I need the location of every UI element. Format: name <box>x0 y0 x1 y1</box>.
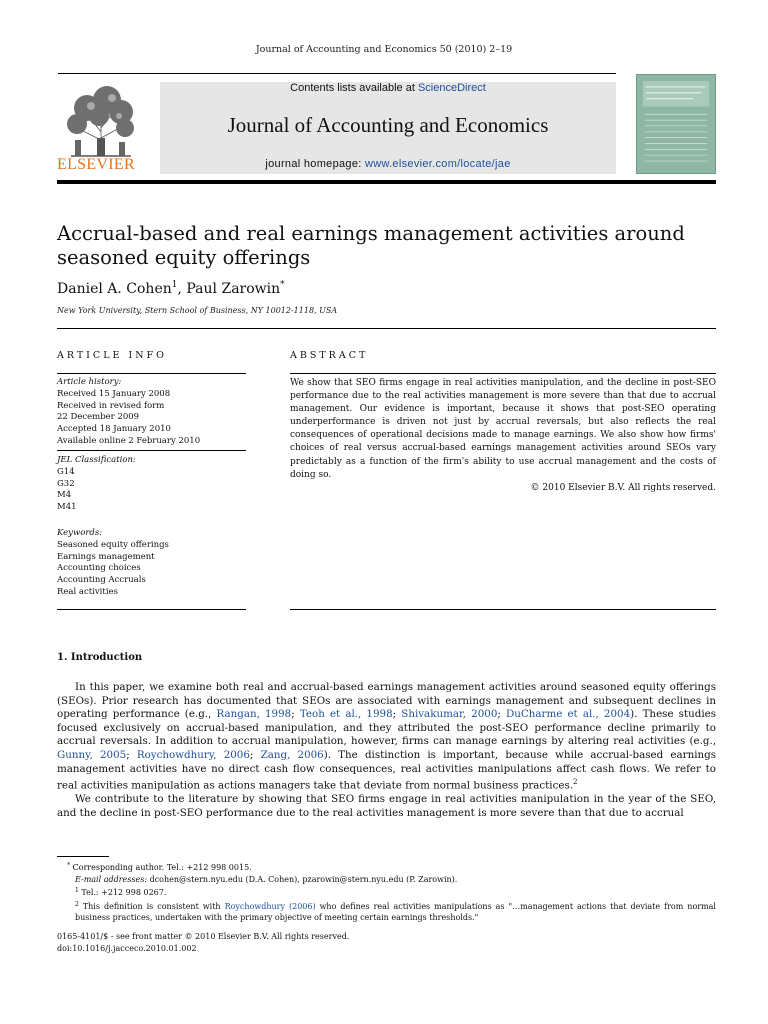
footnote-text: Corresponding author. Tel.: +212 998 0015. <box>70 863 252 872</box>
citation-separator: ; <box>249 748 261 761</box>
jel-code: M41 <box>57 502 77 513</box>
abstract-copyright: © 2010 Elsevier B.V. All rights reserved. <box>530 483 716 493</box>
history-line: Received in revised form <box>57 400 165 411</box>
contents-prefix: Contents lists available at <box>290 82 418 94</box>
issn-line: 0165-4101/$ - see front matter © 2010 Elsevier B.V. All rights reserved. <box>57 932 350 941</box>
journal-title: Journal of Accounting and Economics <box>227 113 549 137</box>
citation-separator: ; <box>291 708 300 721</box>
sciencedirect-link[interactable]: ScienceDirect <box>417 82 486 94</box>
section-heading-introduction: 1. Introduction <box>57 652 143 663</box>
article-history <box>57 377 246 448</box>
journal-cover-thumbnail <box>636 74 716 174</box>
footnote-corresponding <box>57 860 716 874</box>
footnote-mark: * <box>67 862 70 869</box>
abstract-rule <box>290 373 716 374</box>
author-zarowin[interactable]: Paul Zarowin <box>186 281 281 297</box>
intro-text: ). The distinction is important, because while accrual-based earnings management activities have no direct cash flow consequences, real activities manipulations affect cash flows. We refer to real activities manipulation as actions managers take that deviate from normal business practices. <box>57 748 716 792</box>
corresponding-author-mark[interactable]: * <box>280 280 285 290</box>
jel-label: JEL Classification: <box>57 455 136 465</box>
keyword: Accounting Accruals <box>57 575 146 586</box>
publisher-wordmark: ELSEVIER <box>57 156 135 173</box>
footnote-mark: 1 <box>75 887 79 894</box>
keywords-label: Keywords: <box>57 528 103 538</box>
email-label: E-mail addresses: <box>75 874 148 884</box>
article-info-rule <box>57 373 246 374</box>
title-rule <box>57 328 716 329</box>
intro-paragraph-1 <box>57 681 716 820</box>
doi-line[interactable]: doi:10.1016/j.jacceco.2010.01.002 <box>57 943 197 953</box>
author-cohen-footnote-mark[interactable]: 1 <box>171 280 178 290</box>
history-rule <box>57 450 246 451</box>
contents-line <box>160 82 616 94</box>
citation-link[interactable]: Shivakumar, 2000 <box>401 708 498 721</box>
jel-code: M4 <box>57 490 72 501</box>
intro-paragraph-2: We contribute to the literature by showing that SEO firms engage in real activities manipulation in the year of the SEO, and the decline in post-SEO performance due to the real activities management is more severe than that due to accrual <box>57 793 716 819</box>
front-matter <box>57 931 349 954</box>
citation-link[interactable]: Teoh et al., 1998 <box>299 708 393 721</box>
history-line: Received 15 January 2008 <box>57 388 171 399</box>
affiliation: New York University, Stern School of Business, NY 10012-1118, USA <box>57 306 338 315</box>
citation-link[interactable]: Roychowdhury (2006) <box>224 901 316 911</box>
homepage-label: journal homepage: <box>265 158 365 170</box>
footnote-1 <box>57 885 716 899</box>
footnote-mark: 2 <box>75 900 79 908</box>
footnote-2 <box>57 899 716 924</box>
abstract-text: We show that SEO firms engage in real activities manipulation, and the decline in post-SEO performance due to the real activities management is more severe than that due to accrual management. Our evidence is important, because it shows that post-SEO operating underperformance is driven not just by accrual reversals, but also reflects the real consequences of operational decisions made to manage earnings. We also show how firms' choices of real versus accrual-based earnings management activities around SEOs vary predictably as a function of the firm's ability to use accrual management and the costs of doing so. <box>290 378 716 480</box>
author-list <box>57 280 285 297</box>
footnote-text: who defines real activities manipulations as "…management actions that deviate from normal business practices, undertaken with the primary objective of meeting certain earnings thresholds." <box>75 901 716 922</box>
jel-code: G14 <box>57 466 75 477</box>
keywords <box>57 528 246 599</box>
keyword: Earnings management <box>57 551 155 562</box>
footnote-text: This definition is consistent with <box>78 901 225 911</box>
abstract-heading: ABSTRACT <box>290 350 369 361</box>
footnote-mark[interactable]: 2 <box>573 778 578 787</box>
journal-citation: Journal of Accounting and Economics 50 (2010) 2–19 <box>255 44 513 55</box>
footnote-text: Tel.: +212 998 0267. <box>78 888 167 897</box>
history-line: Accepted 18 January 2010 <box>57 424 171 435</box>
article-info-heading: ARTICLE INFO <box>57 350 167 361</box>
footnote-email <box>57 874 716 886</box>
author-separator: , <box>177 281 187 297</box>
citation-link[interactable]: Roychowdhury, 2006 <box>136 748 250 761</box>
footnote-rule <box>57 856 109 857</box>
citation-separator: ; <box>497 708 506 721</box>
history-label: Article history: <box>57 377 122 387</box>
abstract-bottom-rule <box>290 609 716 610</box>
intro-text: In this paper, we examine both real and accrual-based earnings management activities around seasoned equity offerings (SEOs). Prior research has documented that SEOs are associated with earnings management and subsequent declines in operating performance (e.g., <box>57 681 716 721</box>
keyword: Accounting choices <box>57 563 141 574</box>
homepage-link[interactable]: www.elsevier.com/locate/jae <box>364 158 511 170</box>
jel-code: G32 <box>57 478 75 489</box>
author-cohen[interactable]: Daniel A. Cohen <box>57 281 172 297</box>
citation-link[interactable]: Gunny, 2005 <box>57 748 127 761</box>
citation-link[interactable]: Rangan, 1998 <box>216 708 292 721</box>
jel-classification <box>57 455 246 514</box>
history-line: 22 December 2009 <box>57 412 140 423</box>
citation-separator: ; <box>126 748 137 761</box>
intro-text: ). These studies focused exclusively on accrual-based manipulation, and they attributed the post-SEO performance decline primarily to accrual reversals. In addition to accrual manipulation, however, firms can manage earnings by altering real activities (e.g., <box>57 708 716 748</box>
journal-homepage <box>160 158 616 170</box>
footnotes <box>57 860 716 924</box>
keyword: Real activities <box>57 586 118 597</box>
email-addresses[interactable]: dcohen@stern.nyu.edu (D.A. Cohen), pzarowin@stern.nyu.edu (P. Zarowin). <box>147 874 458 884</box>
header-thick-rule <box>57 180 716 184</box>
keyword: Seasoned equity offerings <box>57 539 169 550</box>
paper-title: Accrual-based and real earnings management activities around seasoned equity offerings <box>57 222 685 269</box>
citation-separator: ; <box>392 708 402 721</box>
history-line: Available online 2 February 2010 <box>57 435 201 446</box>
citation-link[interactable]: DuCharme et al., 2004 <box>506 708 631 721</box>
header-rule <box>58 73 616 74</box>
article-info-bottom-rule <box>57 609 246 610</box>
citation-link[interactable]: Zang, 2006 <box>260 748 324 761</box>
